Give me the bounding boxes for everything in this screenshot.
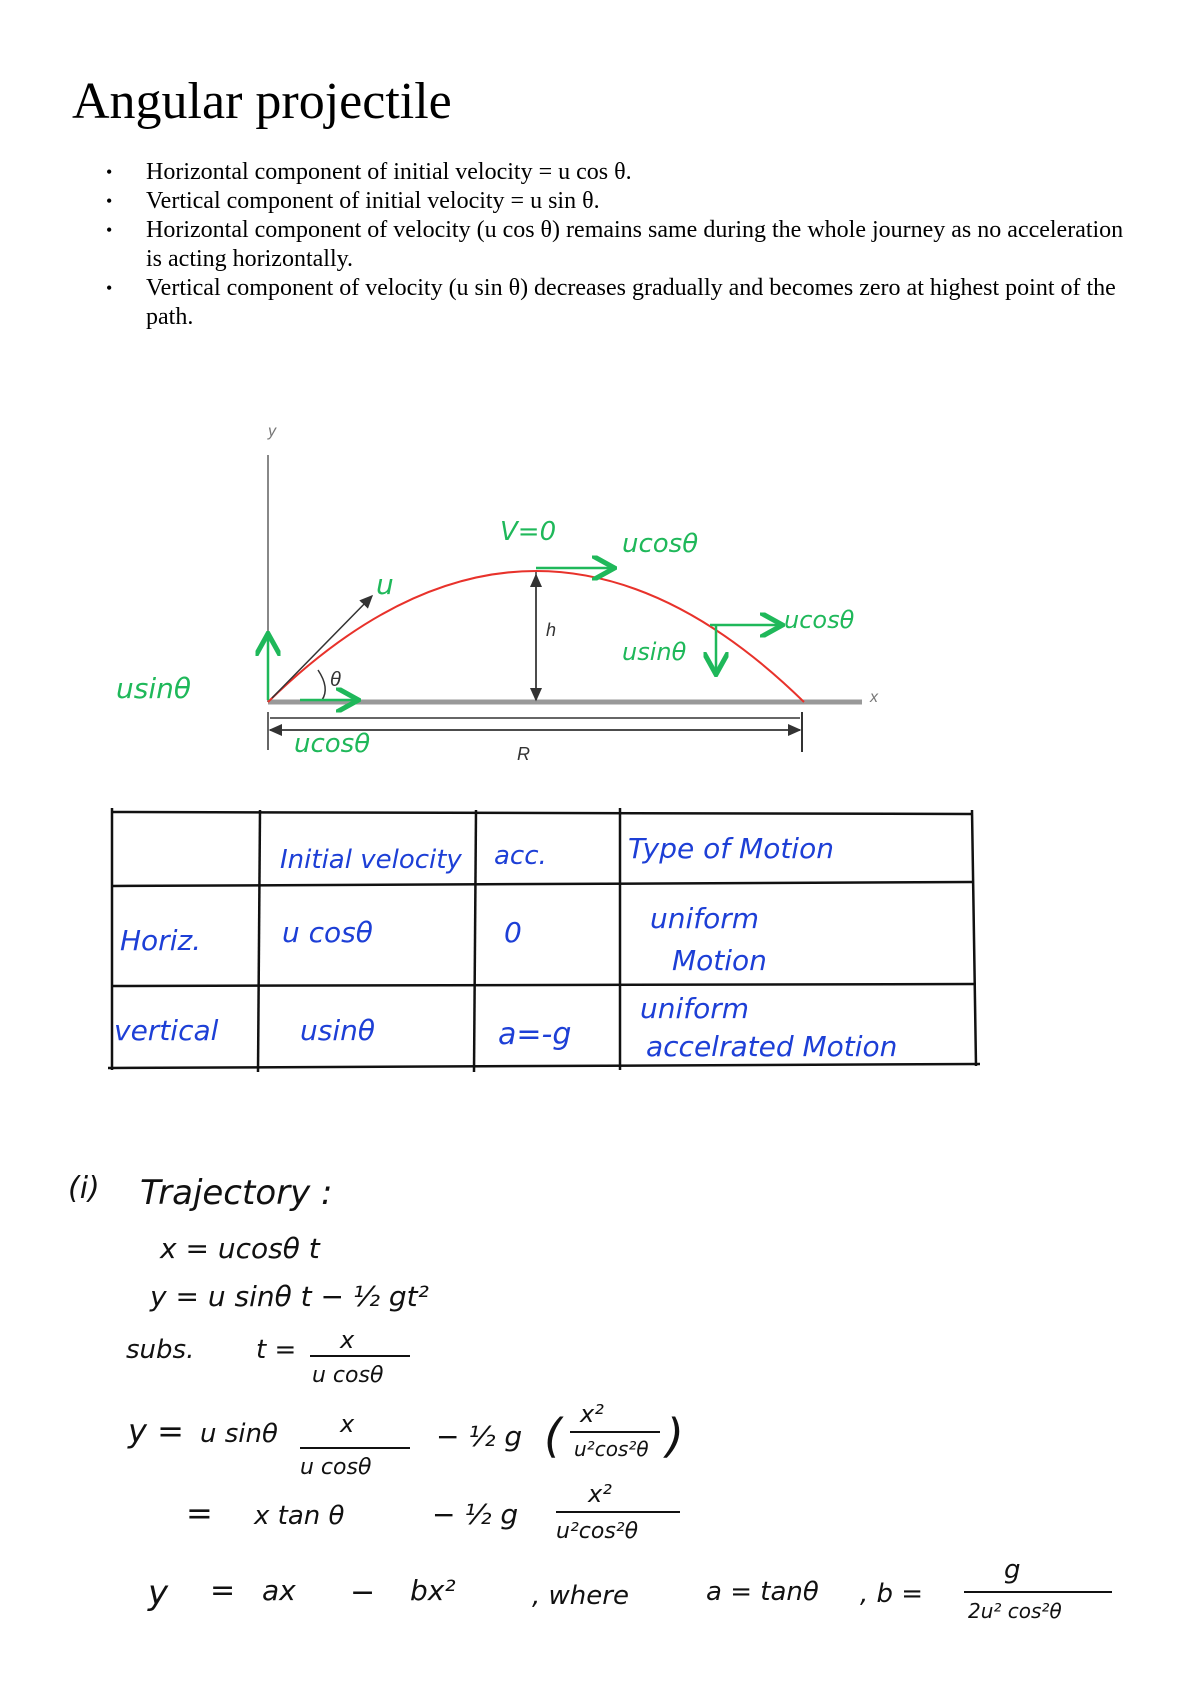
eq3-lhs: y bbox=[148, 1573, 169, 1613]
eq3-b: bx² bbox=[410, 1574, 456, 1607]
angle-label: θ bbox=[330, 669, 341, 691]
eq1-paren-den: u²cos²θ bbox=[574, 1437, 649, 1461]
section-number: (i) bbox=[68, 1171, 100, 1206]
eq1-paren-open: ( bbox=[544, 1409, 562, 1463]
projectile-diagram bbox=[116, 423, 879, 764]
row-label-horiz: Horiz. bbox=[120, 924, 202, 957]
row-horiz-velocity: u cosθ bbox=[282, 916, 373, 949]
angle-arc bbox=[318, 670, 325, 700]
row-horiz-motion-2: Motion bbox=[672, 944, 767, 977]
eq2-frac-num: x² bbox=[588, 1480, 612, 1508]
row-horiz-motion-1: uniform bbox=[650, 902, 760, 935]
eq2-frac-den: u²cos²θ bbox=[556, 1519, 639, 1544]
eq1-lhs: y = bbox=[128, 1412, 184, 1450]
row-horiz-acc: 0 bbox=[504, 916, 522, 949]
header-motion: Type of Motion bbox=[628, 832, 834, 865]
x-axis-label: x bbox=[870, 689, 878, 706]
eq3-b-num: g bbox=[1004, 1555, 1021, 1585]
initial-velocity-arrow bbox=[272, 596, 372, 698]
header-acc: acc. bbox=[494, 841, 547, 871]
initial-velocity-label: u bbox=[376, 568, 394, 601]
bullet-item: • Horizontal component of initial velocity = u cos θ. bbox=[100, 158, 1130, 187]
top-velocity-label: V=0 bbox=[500, 517, 557, 547]
bullet-item: • Vertical component of initial velocity = u sin θ. bbox=[100, 187, 1130, 216]
y-axis-label: y bbox=[268, 423, 276, 440]
height-label: h bbox=[546, 620, 557, 640]
header-initial-velocity: Initial velocity bbox=[280, 845, 462, 875]
subs-den: u cosθ bbox=[312, 1363, 384, 1388]
right-horizontal-label: ucosθ bbox=[784, 606, 855, 634]
motion-table bbox=[108, 808, 980, 1072]
eq3-a: ax bbox=[262, 1574, 296, 1607]
bottom-horizontal-label: ucosθ bbox=[294, 729, 371, 759]
row-vertical-acc: a=-g bbox=[498, 1017, 572, 1052]
eq1-frac-den: u cosθ bbox=[300, 1455, 372, 1480]
bullet-item: • Vertical component of velocity (u sin θ) decreases gradually and becomes zero at highest point of the path. bbox=[100, 274, 1130, 332]
eq1-minus: − ½ g bbox=[436, 1420, 523, 1453]
eq2-minus: − ½ g bbox=[432, 1498, 519, 1531]
subs-lhs: t = bbox=[256, 1335, 297, 1365]
eq1-paren-num: x² bbox=[580, 1400, 604, 1428]
eq1-frac-num: x bbox=[340, 1410, 355, 1438]
row-label-vertical: vertical bbox=[114, 1014, 219, 1047]
eq3-a-def: a = tanθ bbox=[706, 1577, 819, 1607]
row-vertical-motion-2: accelrated Motion bbox=[646, 1030, 898, 1063]
eq3-minus: − bbox=[350, 1575, 376, 1610]
eq2-lhs: = bbox=[186, 1494, 213, 1532]
top-horizontal-label: ucosθ bbox=[622, 529, 699, 559]
row-vertical-motion-1: uniform bbox=[640, 992, 750, 1025]
subs-label: subs. bbox=[126, 1335, 195, 1365]
eq3-b-def-lhs: , b = bbox=[860, 1579, 924, 1609]
subs-num: x bbox=[340, 1326, 355, 1354]
bullet-item: • Horizontal component of velocity (u cos θ) remains same during the whole journey as no acceleration is acting horizontally. bbox=[100, 216, 1130, 274]
row-vertical-velocity: usinθ bbox=[300, 1014, 375, 1047]
page-title: Angular projectile bbox=[72, 73, 452, 130]
section-heading: Trajectory : bbox=[140, 1173, 333, 1213]
eq1-term: u sinθ bbox=[200, 1419, 278, 1449]
eq3-where: , where bbox=[532, 1581, 629, 1611]
eq3-b-den: 2u² cos²θ bbox=[968, 1599, 1062, 1623]
eq3-eq: = bbox=[210, 1573, 236, 1608]
equation-x: x = ucosθ t bbox=[160, 1232, 320, 1265]
eq1-paren-close: ) bbox=[666, 1409, 684, 1463]
equation-y: y = u sinθ t − ½ gt² bbox=[150, 1280, 429, 1313]
right-vertical-label: usinθ bbox=[622, 638, 687, 666]
trajectory-derivation bbox=[68, 1171, 1112, 1623]
left-vertical-label: usinθ bbox=[116, 672, 191, 705]
eq2-term: x tan θ bbox=[254, 1501, 345, 1531]
range-label: R bbox=[517, 744, 530, 764]
